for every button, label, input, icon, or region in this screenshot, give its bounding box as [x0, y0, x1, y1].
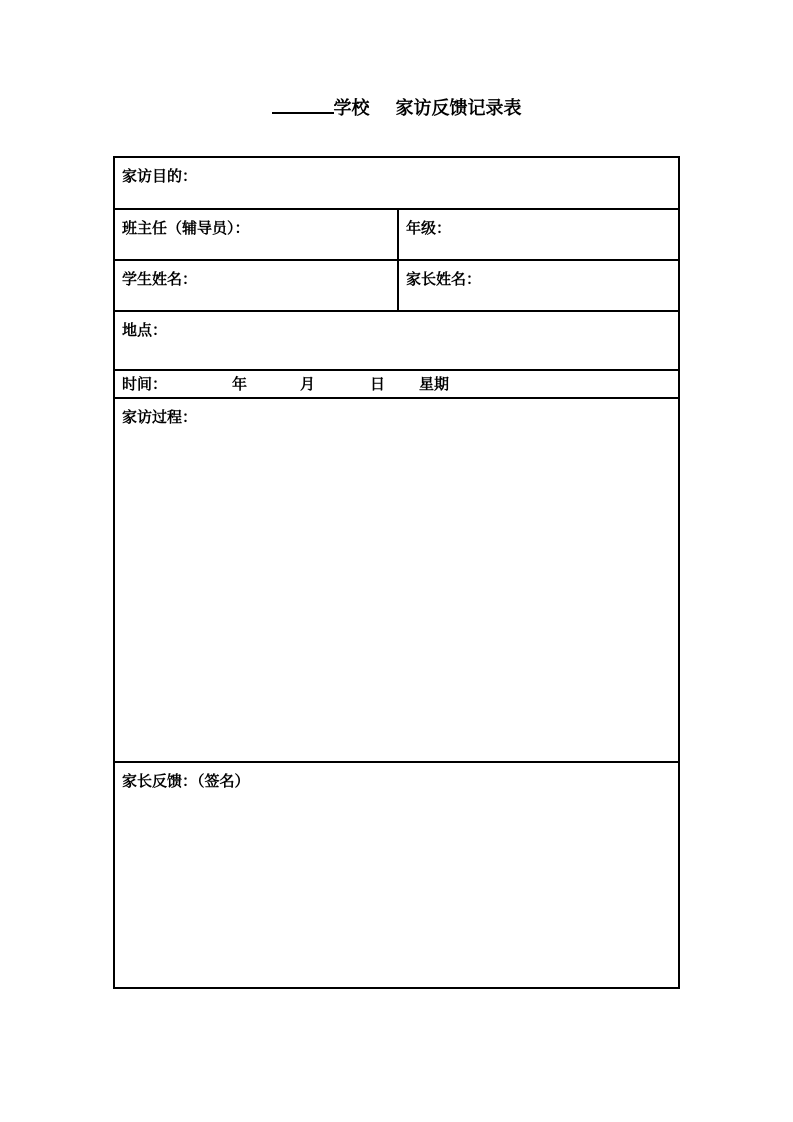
grade-label: 年级： — [406, 220, 452, 237]
student-name-label: 学生姓名： — [122, 271, 198, 288]
school-name-blank[interactable] — [272, 96, 334, 114]
table-row — [115, 310, 678, 369]
parent-name-field-area[interactable] — [399, 261, 678, 310]
location-field-area[interactable] — [115, 312, 678, 369]
table-row — [115, 369, 678, 397]
student-name-field-area[interactable] — [115, 261, 399, 310]
form-title-text: 家访反馈记录表 — [395, 98, 522, 118]
table-row — [115, 158, 678, 208]
table-row — [115, 259, 678, 310]
visit-process-label: 家访过程： — [122, 409, 198, 426]
location-label: 地点： — [122, 322, 168, 339]
visit-purpose-label: 家访目的： — [122, 168, 198, 185]
time-day-marker: 日 — [370, 376, 386, 393]
table-row — [115, 397, 678, 761]
time-field-area[interactable] — [115, 371, 678, 397]
parent-feedback-field-area[interactable] — [115, 763, 678, 975]
time-label: 时间： — [122, 376, 168, 393]
parent-feedback-label: 家长反馈：（签名） — [122, 773, 250, 790]
time-month-marker: 月 — [300, 376, 316, 393]
head-teacher-field-area[interactable] — [115, 210, 399, 259]
head-teacher-label: 班主任（辅导员）： — [122, 220, 250, 237]
table-row — [115, 208, 678, 259]
table-row — [115, 761, 678, 975]
time-year-marker: 年 — [232, 376, 248, 393]
visit-process-field-area[interactable] — [115, 399, 678, 761]
visit-purpose-field-area[interactable] — [115, 158, 678, 208]
form-title — [0, 96, 793, 120]
time-weekday-marker: 星期 — [419, 376, 450, 393]
school-label: 学校 — [333, 98, 370, 118]
home-visit-form-table — [113, 156, 680, 989]
grade-field-area[interactable] — [399, 210, 678, 259]
parent-name-label: 家长姓名： — [406, 271, 482, 288]
